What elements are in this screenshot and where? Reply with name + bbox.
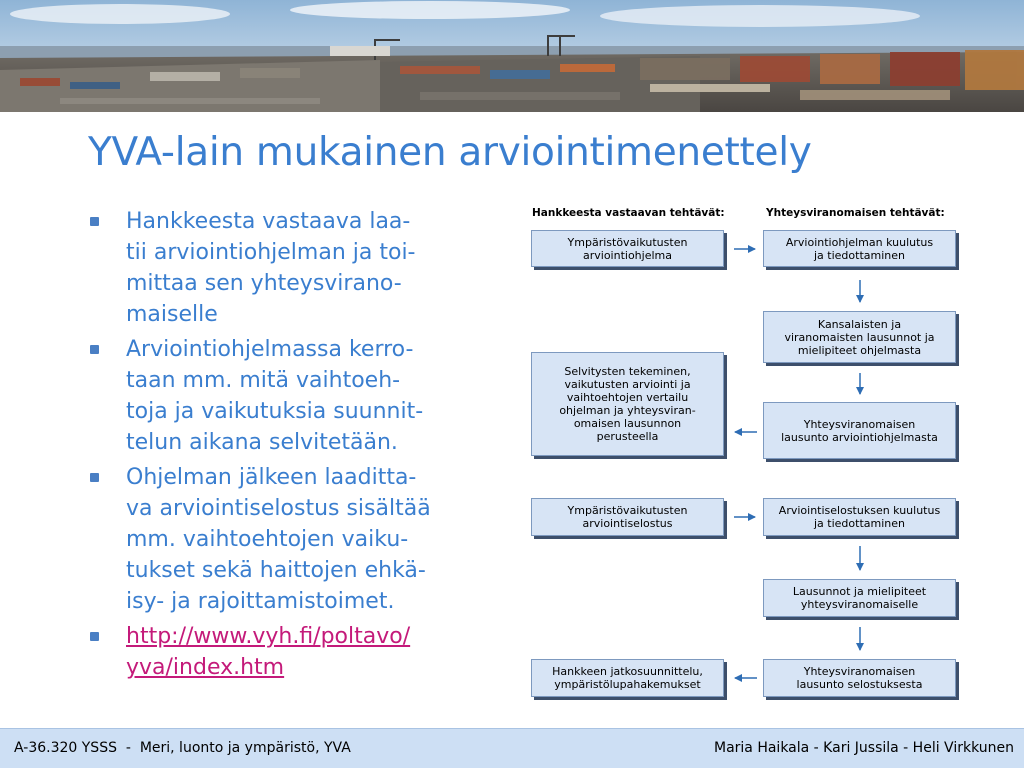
- course-info: A-36.320 YSSS - Meri, luonto ja ympäristö, YVA: [14, 740, 351, 756]
- bullet-line: Arviointiohjelmassa kerro-: [126, 337, 414, 362]
- authors: Maria Haikala - Kari Jussila - Heli Virkkunen: [713, 740, 1014, 756]
- right-column-heading: Yhteysviranomaisen tehtävät:: [766, 207, 945, 219]
- box-line: lausunto arviointiohjelmasta: [781, 430, 938, 444]
- bullet-line: maiselle: [126, 302, 218, 327]
- box-line: Ympäristövaikutusten: [567, 504, 688, 517]
- box-line: Lausunnot ja mielipiteet: [792, 585, 927, 598]
- box-line: arviointiohjelma: [582, 248, 672, 262]
- box-line: ja tiedottaminen: [813, 248, 905, 262]
- slide-title: YVA-lain mukainen arviointimenettely: [88, 130, 812, 175]
- box-line: ohjelman ja yhteysviran-: [559, 404, 696, 417]
- box-line: arviointiselostus: [582, 517, 673, 530]
- bullet-line: mm. vaihtoehtojen vaiku-: [126, 527, 409, 552]
- box-line: ja tiedottaminen: [814, 517, 905, 530]
- box-line: Yhteysviranomaisen: [803, 417, 916, 431]
- box-line: viranomaisten lausunnot ja: [784, 330, 935, 344]
- footer-bar: [0, 728, 1024, 768]
- box-line: vaihtoehtojen vertailu: [566, 391, 689, 404]
- bullet-line: va arviointiselostus sisältää: [126, 496, 431, 521]
- bullet-line: Hankkeesta vastaava laa-: [126, 209, 411, 234]
- bullet-line: isy- ja rajoittamistoimet.: [126, 589, 395, 614]
- bullet-line: toja ja vaikutuksia suunnit-: [126, 399, 424, 424]
- box-line: mielipiteet ohjelmasta: [797, 343, 922, 357]
- box-line: Yhteysviranomaisen: [803, 665, 916, 678]
- bullet-line: Ohjelman jälkeen laaditta-: [126, 465, 417, 490]
- box-line: Kansalaisten ja: [817, 317, 902, 331]
- bullet-line: tukset sekä haittojen ehkä-: [126, 558, 426, 583]
- box-line: ympäristölupahakemukset: [554, 678, 701, 691]
- box-line: perusteella: [596, 430, 659, 443]
- bullet-line: taan mm. mitä vaihtoeh-: [126, 368, 401, 393]
- link-line[interactable]: yva/index.htm: [126, 655, 285, 680]
- left-column-heading: Hankkeesta vastaavan tehtävät:: [532, 207, 725, 219]
- box-line: vaikutusten arviointi ja: [564, 378, 691, 391]
- box-line: Arviointiselostuksen kuulutus: [778, 504, 941, 517]
- link-line[interactable]: http://www.vyh.fi/poltavo/: [126, 624, 411, 649]
- box-line: omaisen lausunnon: [573, 417, 682, 430]
- bullet-line: telun aikana selvitetään.: [126, 430, 398, 455]
- box-line: Selvitysten tekeminen,: [564, 365, 691, 378]
- bullet-line: tii arviointiohjelman ja toi-: [126, 240, 416, 265]
- box-line: Arviointiohjelman kuulutus: [785, 235, 934, 249]
- box-line: Hankkeen jatkosuunnittelu,: [552, 665, 703, 678]
- bullet-line: mittaa sen yhteysvirano-: [126, 271, 402, 296]
- box-line: Ympäristövaikutusten: [567, 235, 688, 249]
- box-line: yhteysviranomaiselle: [800, 598, 919, 611]
- box-line: lausunto selostuksesta: [796, 678, 923, 691]
